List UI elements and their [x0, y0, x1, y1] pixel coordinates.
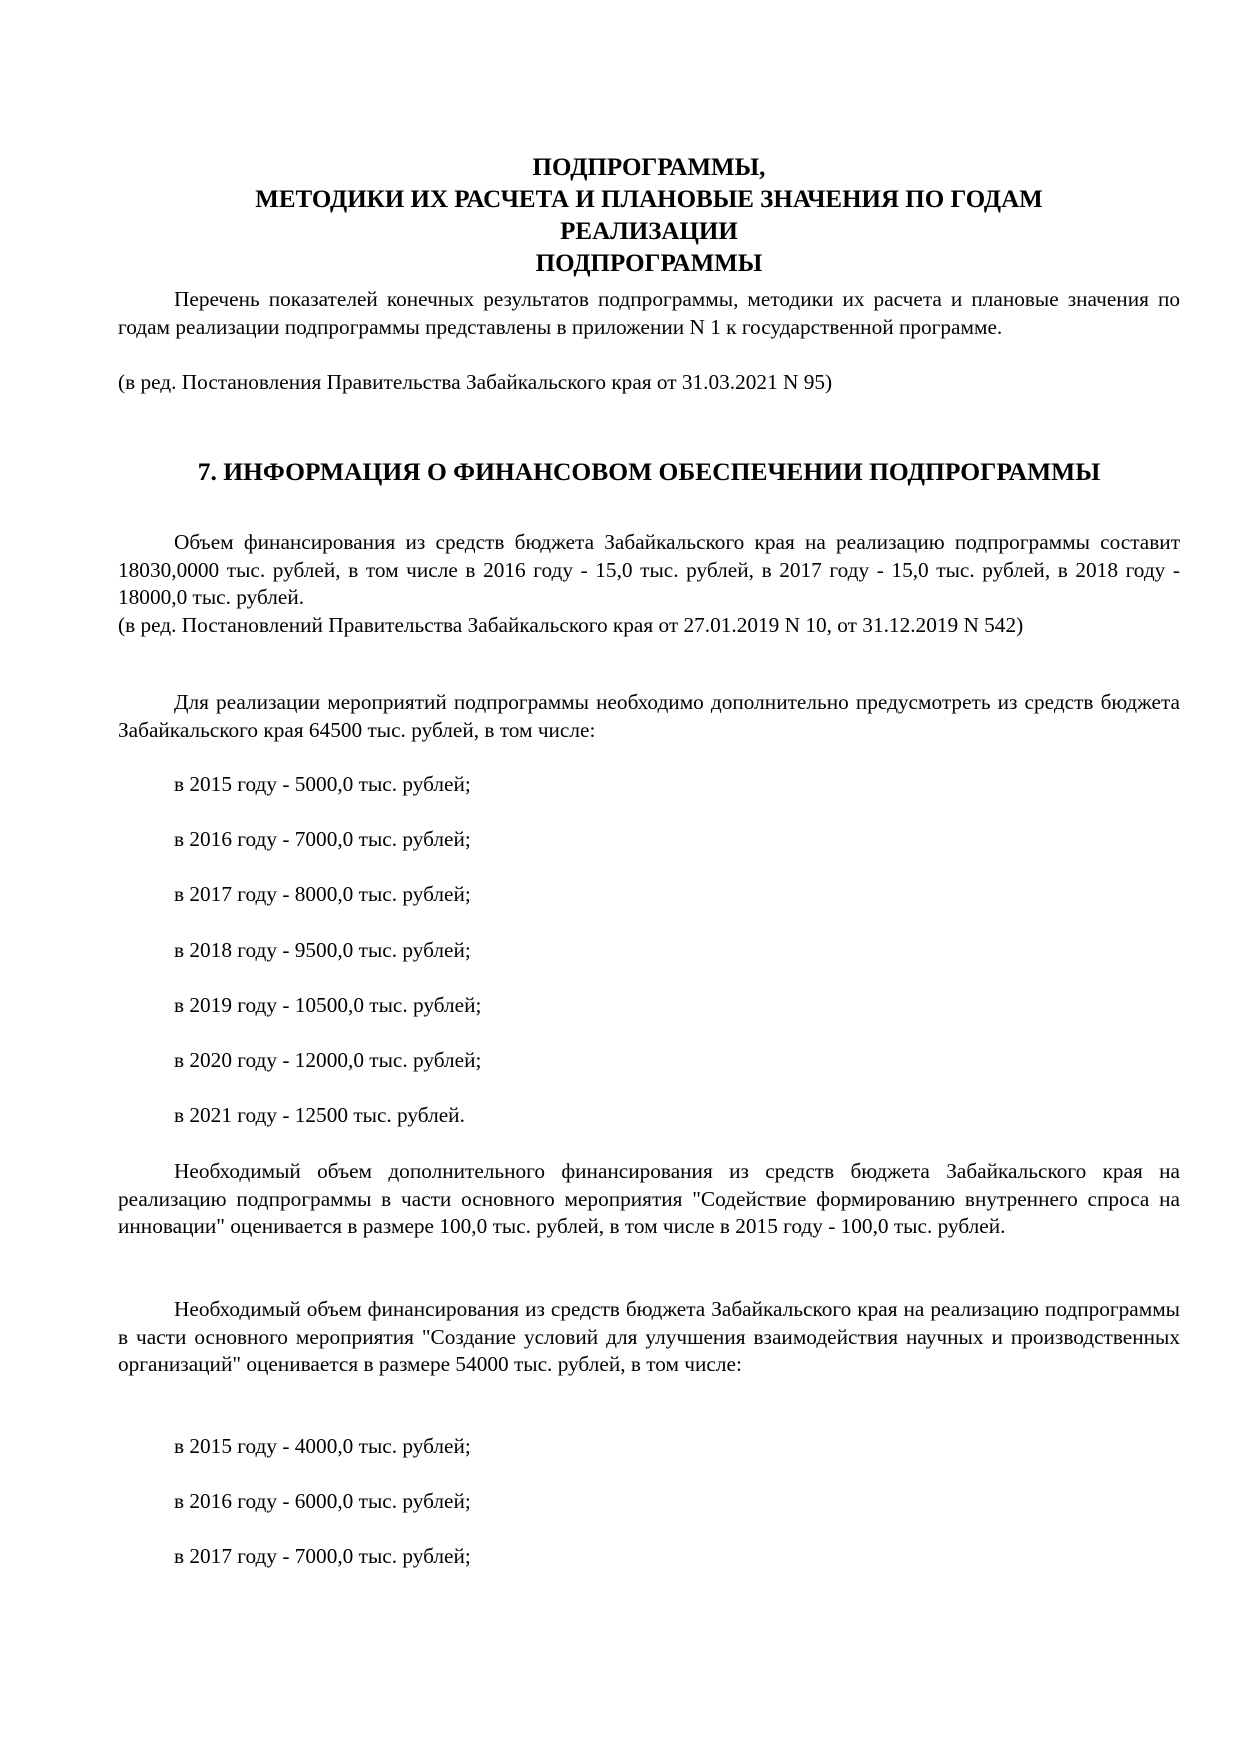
- list-item: в 2015 году - 4000,0 тыс. рублей;: [174, 1434, 471, 1458]
- intro-paragraph: [118, 286, 1180, 341]
- innovation-demand-paragraph: [118, 1158, 1180, 1241]
- title-line: ПОДПРОГРАММЫ: [535, 250, 763, 277]
- list-item: в 2021 году - 12500 тыс. рублей.: [174, 1103, 465, 1127]
- science-cooperation-paragraph: [118, 1296, 1180, 1379]
- title-line: ПОДПРОГРАММЫ,: [532, 154, 766, 181]
- list-item: в 2019 году - 10500,0 тыс. рублей;: [174, 993, 482, 1017]
- title-line: РЕАЛИЗАЦИИ: [560, 218, 738, 245]
- list-item: в 2017 году - 7000,0 тыс. рублей;: [174, 1544, 471, 1568]
- list-item: в 2020 году - 12000,0 тыс. рублей;: [174, 1048, 482, 1072]
- innovation-demand-text: Необходимый объем дополнительного финансирования из средств бюджета Забайкальского края на реализацию подпрограммы в части основного мероприятия "Содействие формированию внутреннего спроса на инновации" оценивается в размере 100,0 тыс. рублей, в том числе в 2015 году - 100,0 тыс. рублей.: [118, 1159, 1180, 1239]
- list-item: в 2017 году - 8000,0 тыс. рублей;: [174, 882, 471, 906]
- list-item: в 2016 году - 6000,0 тыс. рублей;: [174, 1489, 471, 1513]
- funding-paragraph: [118, 529, 1180, 612]
- document-title: [118, 152, 1180, 280]
- list-item: в 2016 году - 7000,0 тыс. рублей;: [174, 827, 471, 851]
- science-cooperation-text: Необходимый объем финансирования из средств бюджета Забайкальского края на реализацию подпрограммы в части основного мероприятия "Создание условий для улучшения взаимодействия научных и производственных организаций" оценивается в размере 54000 тыс. рублей, в том числе:: [118, 1297, 1180, 1377]
- intro-amendment-note: (в ред. Постановления Правительства Забайкальского края от 31.03.2021 N 95): [118, 370, 833, 394]
- additional-funding-paragraph: [118, 689, 1180, 744]
- intro-text: Перечень показателей конечных результатов подпрограммы, методики их расчета и плановые значения по годам реализации подпрограммы представлены в приложении N 1 к государственной программе.: [118, 287, 1180, 339]
- list-item: в 2018 году - 9500,0 тыс. рублей;: [174, 938, 471, 962]
- additional-funding-text: Для реализации мероприятий подпрограммы необходимо дополнительно предусмотреть из средств бюджета Забайкальского края 64500 тыс. рублей, в том числе:: [118, 690, 1180, 742]
- funding-amendment-note: (в ред. Постановлений Правительства Забайкальского края от 27.01.2019 N 10, от 31.12.2019 N 542): [118, 613, 1024, 637]
- title-line: МЕТОДИКИ ИХ РАСЧЕТА И ПЛАНОВЫЕ ЗНАЧЕНИЯ ПО ГОДАМ: [255, 186, 1043, 213]
- list-item: в 2015 году - 5000,0 тыс. рублей;: [174, 772, 471, 796]
- funding-text: Объем финансирования из средств бюджета Забайкальского края на реализацию подпрограммы составит 18030,0000 тыс. рублей, в том числе в 2016 году - 15,0 тыс. рублей, в 2017 году - 15,0 тыс. рублей, в 2018 году - 18000,0 тыс. рублей.: [118, 530, 1180, 610]
- section-heading: 7. ИНФОРМАЦИЯ О ФИНАНСОВОМ ОБЕСПЕЧЕНИИ ПОДПРОГРАММЫ: [197, 457, 1101, 486]
